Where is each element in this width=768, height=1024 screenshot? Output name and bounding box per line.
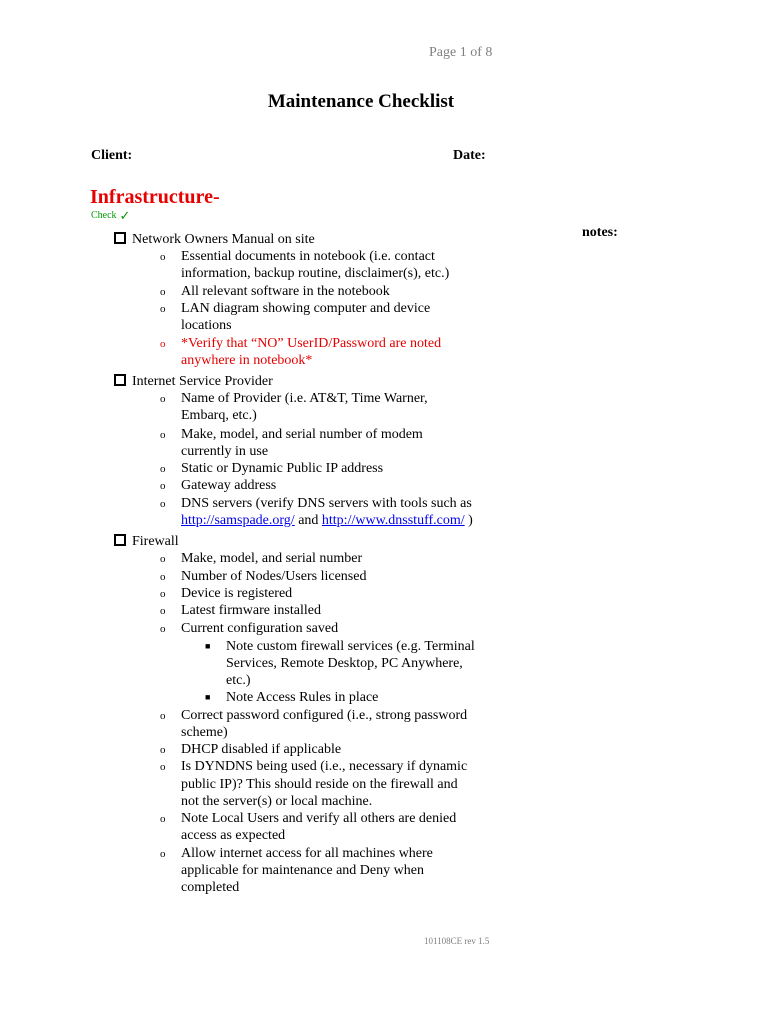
sub-list-item-text: etc.) bbox=[226, 673, 251, 688]
checkmark-icon: ✓ bbox=[119, 208, 131, 223]
circle-bullet-icon: o bbox=[160, 623, 166, 635]
sub-list-item-text: Note custom firewall services (e.g. Terminal bbox=[226, 639, 475, 654]
checkbox-icon[interactable] bbox=[114, 232, 126, 244]
circle-bullet-icon: o bbox=[160, 429, 166, 441]
list-item-text: Number of Nodes/Users licensed bbox=[181, 569, 367, 584]
list-item-text: DHCP disabled if applicable bbox=[181, 742, 342, 757]
notes-label: notes: bbox=[582, 225, 618, 240]
circle-bullet-icon: o bbox=[160, 338, 166, 350]
list-item-text: public IP)? This should reside on the firewall and bbox=[181, 777, 458, 792]
check-column-label bbox=[91, 210, 130, 221]
list-item-text: All relevant software in the notebook bbox=[181, 284, 390, 299]
list-item-text: Make, model, and serial number of modem bbox=[181, 427, 423, 442]
list-item-text: currently in use bbox=[181, 444, 269, 459]
circle-bullet-icon: o bbox=[160, 813, 166, 825]
checkbox-icon[interactable] bbox=[114, 374, 126, 386]
revision-footer: 101108CE rev 1.5 bbox=[424, 936, 490, 946]
list-item-text: LAN diagram showing computer and device bbox=[181, 301, 431, 316]
list-item-text: Gateway address bbox=[181, 478, 277, 493]
square-bullet-icon: ■ bbox=[205, 641, 211, 651]
list-item-text: not the server(s) or local machine. bbox=[181, 794, 373, 809]
checklist-item-isp[interactable]: Internet Service Provider bbox=[114, 373, 273, 390]
dnsstuff-link[interactable]: http://www.dnsstuff.com/ bbox=[321, 513, 465, 528]
list-item-text: applicable for maintenance and Deny when bbox=[181, 863, 424, 878]
circle-bullet-icon: o bbox=[160, 744, 166, 756]
section-heading: Infrastructure- bbox=[90, 186, 220, 208]
circle-bullet-icon: o bbox=[160, 553, 166, 565]
list-item-text: completed bbox=[181, 880, 240, 895]
list-item-text: Make, model, and serial number bbox=[181, 551, 363, 566]
list-item-text: Name of Provider (i.e. AT&T, Time Warner, bbox=[181, 391, 428, 406]
circle-bullet-icon: o bbox=[160, 286, 166, 298]
list-item-text: information, backup routine, disclaimer(s), etc.) bbox=[181, 266, 450, 281]
list-item-text: Allow internet access for all machines where bbox=[181, 846, 433, 861]
list-item-text: Is DYNDNS being used (i.e., necessary if dynamic bbox=[181, 759, 468, 774]
list-item-text: scheme) bbox=[181, 725, 228, 740]
circle-bullet-icon: o bbox=[160, 393, 166, 405]
list-item-text: Latest firmware installed bbox=[181, 603, 321, 618]
circle-bullet-icon: o bbox=[160, 463, 166, 475]
circle-bullet-icon: o bbox=[160, 571, 166, 583]
circle-bullet-icon: o bbox=[160, 251, 166, 263]
checklist-item-network-manual[interactable]: Network Owners Manual on site bbox=[114, 231, 315, 248]
warning-text: *Verify that “NO” UserID/Password are noted bbox=[181, 336, 442, 351]
list-item-text: Note Local Users and verify all others are denied bbox=[181, 811, 457, 826]
list-item-text: Device is registered bbox=[181, 586, 293, 601]
circle-bullet-icon: o bbox=[160, 498, 166, 510]
circle-bullet-icon: o bbox=[160, 303, 166, 315]
circle-bullet-icon: o bbox=[160, 588, 166, 600]
check-label: Check bbox=[91, 210, 117, 221]
circle-bullet-icon: o bbox=[160, 848, 166, 860]
date-label: Date: bbox=[453, 148, 486, 163]
samspade-link[interactable]: http://samspade.org/ bbox=[181, 513, 295, 528]
list-item-text: Embarq, etc.) bbox=[181, 408, 257, 423]
client-label: Client: bbox=[91, 148, 133, 163]
list-item-text: Static or Dynamic Public IP address bbox=[181, 461, 384, 476]
page-number: Page 1 of 8 bbox=[429, 45, 493, 60]
checkbox-icon[interactable] bbox=[114, 534, 126, 546]
circle-bullet-icon: o bbox=[160, 761, 166, 773]
circle-bullet-icon: o bbox=[160, 480, 166, 492]
list-item-text: Essential documents in notebook (i.e. contact bbox=[181, 249, 435, 264]
checklist-item-firewall[interactable]: Firewall bbox=[114, 533, 179, 550]
square-bullet-icon: ■ bbox=[205, 692, 211, 702]
list-item-text: locations bbox=[181, 318, 232, 333]
document-title: Maintenance Checklist bbox=[267, 91, 455, 112]
sub-list-item-text: Services, Remote Desktop, PC Anywhere, bbox=[226, 656, 463, 671]
circle-bullet-icon: o bbox=[160, 605, 166, 617]
circle-bullet-icon: o bbox=[160, 710, 166, 722]
list-item-text: access as expected bbox=[181, 828, 286, 843]
list-item-text: Correct password configured (i.e., strong password bbox=[181, 708, 468, 723]
list-item-links: http://samspade.org/ and http://www.dnsstuff.com/ ) bbox=[181, 513, 473, 528]
warning-text: anywhere in notebook* bbox=[181, 353, 313, 368]
sub-list-item-text: Note Access Rules in place bbox=[226, 690, 379, 705]
list-item-text: Current configuration saved bbox=[181, 621, 339, 636]
list-item-text: DNS servers (verify DNS servers with tools such as bbox=[181, 496, 472, 511]
